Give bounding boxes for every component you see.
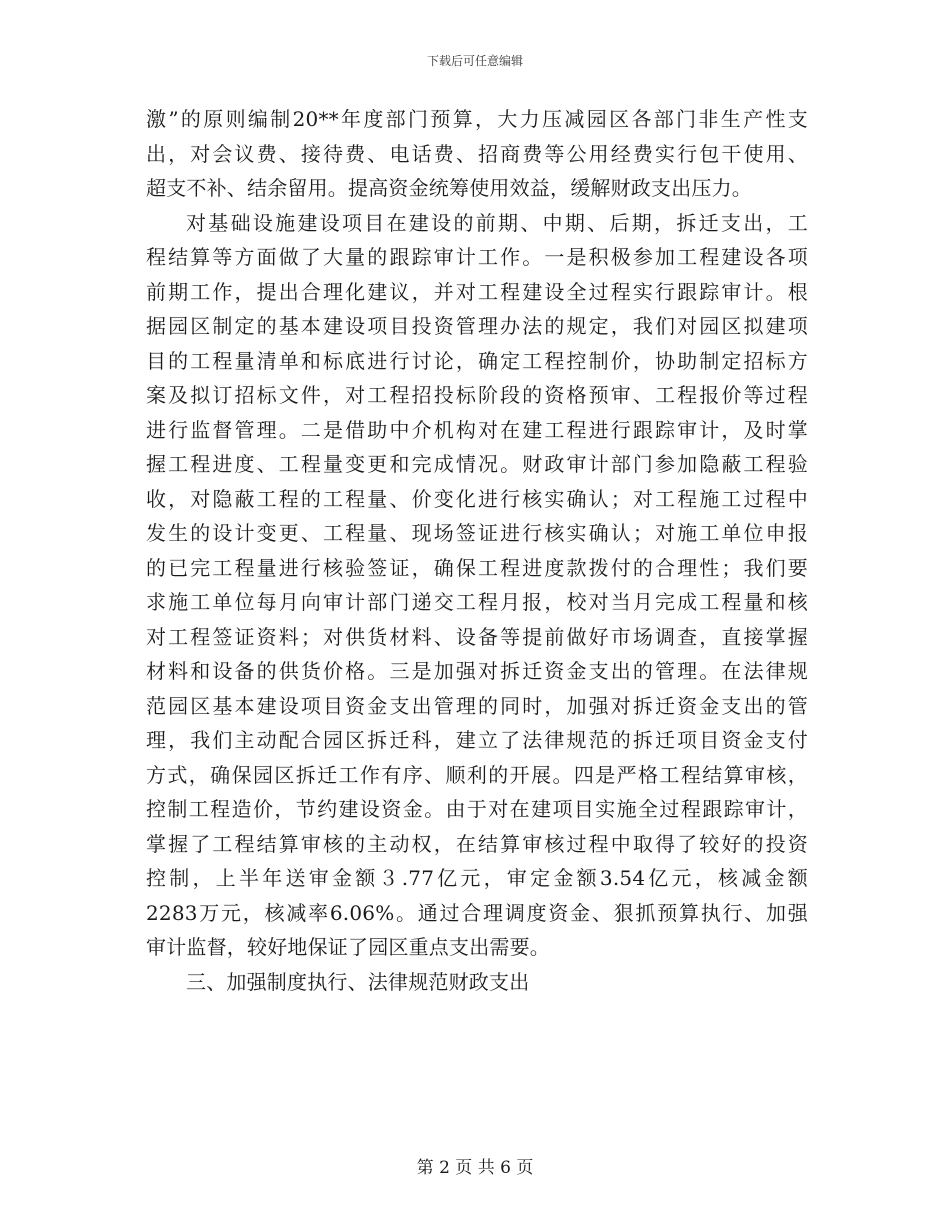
page-header: 下载后可任意编辑 — [426, 54, 523, 68]
section-heading: 三、加强制度执行、法律规范财政支出 — [186, 969, 530, 994]
body-line: 激”的原则编制20**年度部门预算，大力压减园区各部门非生产性支 — [146, 107, 808, 131]
body-line: 范园区基本建设项目资金支出管理的同时，加强对拆迁资金支出的管 — [146, 693, 808, 718]
body-line: 案及拟订招标文件，对工程招投标阶段的资格预审、工程报价等过程 — [146, 383, 808, 407]
body-line: 目的工程量清单和标底进行讨论，确定工程控制价，协助制定招标方 — [146, 348, 808, 373]
body-line: 求施工单位每月向审计部门递交工程月报，校对当月完成工程量和核 — [146, 590, 808, 614]
body-line: 方式，确保园区拆迁工作有序、顺利的开展。四是严格工程结算审核， — [146, 762, 808, 787]
document-body — [146, 102, 808, 999]
body-line: 握工程进度、工程量变更和完成情况。财政审计部门参加隐蔽工程验 — [146, 452, 808, 476]
body-line: 对工程签证资料；对供货材料、设备等提前做好市场调查，直接掌握 — [146, 624, 808, 649]
body-line: 进行监督管理。二是借助中介机构对在建工程进行跟踪审计，及时掌 — [146, 417, 808, 442]
body-line: 掌握了工程结算审核的主动权，在结算审核过程中取得了较好的投资 — [146, 831, 808, 856]
body-line: 对基础设施建设项目在建设的前期、中期、后期，拆迁支出，工 — [186, 210, 808, 235]
body-line: 出，对会议费、接待费、电话费、招商费等公用经费实行包干使用、 — [146, 141, 808, 166]
body-line: 2283万元，核减率6.06%。通过合理调度资金、狠抓预算执行、加强 — [146, 900, 808, 925]
body-line: 超支不补、结余留用。提高资金统筹使用效益，缓解财政支出压力。 — [146, 176, 752, 200]
body-line: 的已完工程量进行核验签证，确保工程进度款拨付的合理性；我们要 — [146, 555, 808, 580]
body-line: 前期工作，提出合理化建议，并对工程建设全过程实行跟踪审计。根 — [146, 279, 808, 304]
body-line: 材料和设备的供货价格。三是加强对拆迁资金支出的管理。在法律规 — [146, 659, 808, 683]
body-line: 控制工程造价，节约建设资金。由于对在建项目实施全过程跟踪审计， — [146, 797, 808, 821]
body-line: 收，对隐蔽工程的工程量、价变化进行核实确认；对工程施工过程中 — [146, 486, 808, 511]
body-line: 据园区制定的基本建设项目投资管理办法的规定，我们对园区拟建项 — [146, 314, 808, 338]
body-line: 发生的设计变更、工程量、现场签证进行核实确认；对施工单位申报 — [146, 521, 808, 545]
body-line: 控制，上半年送审金额３.77亿元，审定金额3.54亿元，核减金额 — [146, 866, 808, 890]
body-line: 程结算等方面做了大量的跟踪审计工作。一是积极参加工程建设各项 — [146, 245, 808, 269]
page-number: 第 2 页 共 6 页 — [416, 1158, 534, 1178]
body-line: 理，我们主动配合园区拆迁科，建立了法律规范的拆迁项目资金支付 — [146, 728, 808, 752]
body-line: 审计监督，较好地保证了园区重点支出需要。 — [146, 935, 550, 959]
